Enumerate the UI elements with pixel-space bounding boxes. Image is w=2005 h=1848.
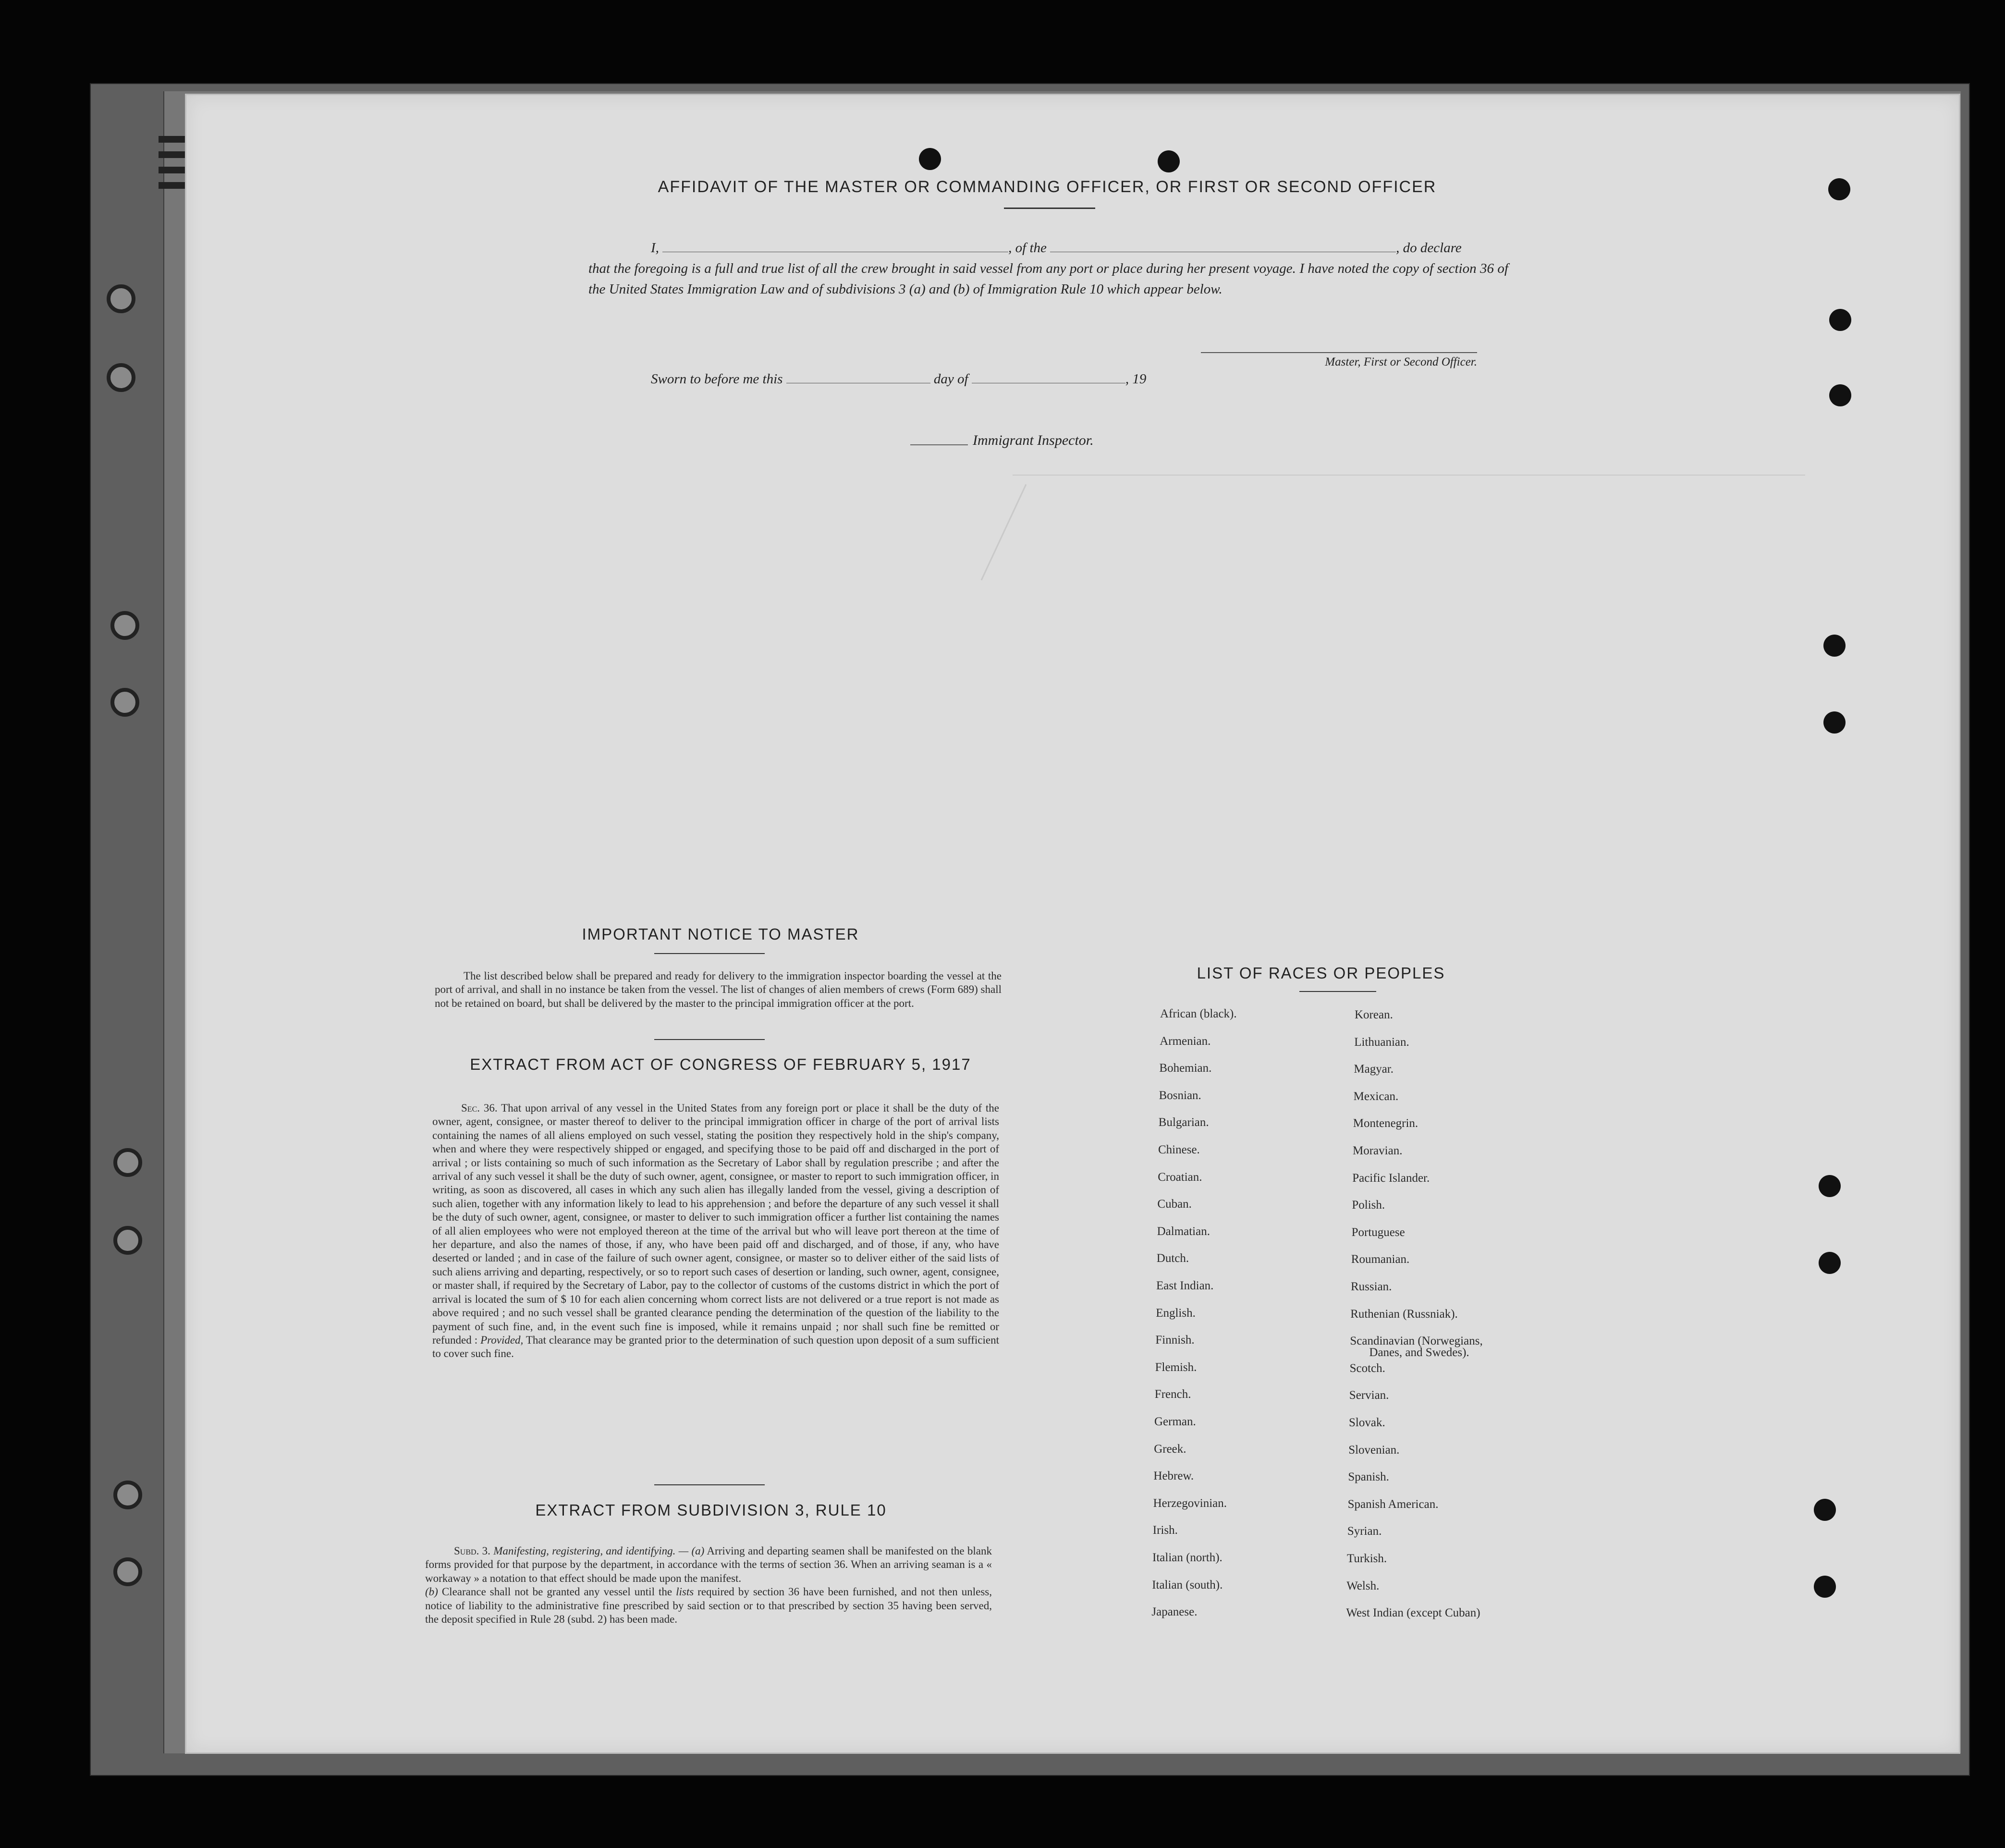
affidavit-title: AFFIDAVIT OF THE MASTER OR COMMANDING OFFICER, OR FIRST OR SECOND OFFICER: [658, 178, 1437, 196]
race-item: Spanish American.: [1347, 1497, 1439, 1511]
notice-title: IMPORTANT NOTICE TO MASTER: [582, 925, 859, 943]
vessel-blank[interactable]: [1050, 241, 1396, 252]
notice-rule: [654, 953, 765, 954]
punch-hole: [1814, 1576, 1836, 1598]
race-item: Japanese.: [1151, 1605, 1198, 1619]
race-item: Bulgarian.: [1158, 1116, 1209, 1129]
punch-hole: [1829, 309, 1851, 331]
punch-hole: [1828, 178, 1850, 200]
notice-end-rule: [654, 1039, 765, 1040]
race-item: Dalmatian.: [1157, 1224, 1210, 1238]
race-item: Scotch.: [1349, 1361, 1385, 1375]
race-item: Syrian.: [1347, 1525, 1382, 1538]
sworn-day-of: day of: [933, 371, 968, 387]
race-item: Roumanian.: [1351, 1253, 1410, 1266]
race-item: Croatian.: [1158, 1170, 1202, 1184]
race-item: Lithuanian.: [1354, 1035, 1409, 1049]
act-section-body: That upon arrival of any vessel in the United States from any foreign port or place it shall be the duty of the owner, agent, consignee, or master thereof to deliver to the principal immigration officer in charge of the port of arrival lists containing the names of all aliens employed on such vessel, stating the position they respectively hold in the ship's company, when and where they were respectively shipped or engaged, and specifying those to be paid off and discharged in the port of arrival ; or lists containing so much of such information as the Secretary of Labor shall by regulation prescribe ; and after the arrival of any such vessel it shall be the duty of such owner, agent, consignee, or master to report to such immigration officer, in writing, as soon as discovered, all cases in which any such alien has illegally landed from the vessel, giving a description of such alien, together with any information likely to lead to his apprehension ; and before the departure of any such vessel it shall be the duty of such owner, agent, consignee, or master to deliver to such immigration officer a further list containing the names of all alien employees who were not employed thereon at the time of the arrival but who will leave port thereon at the time of her departure, and also the names of those, if any, who have been paid off and discharged, and of those, if any, who have deserted or landed ; and in case of the failure of such owner agent, consignee, or master so to deliver either of the said lists of such aliens arriving and departing, respectively, or so to report such cases of desertion or landing, such owner, agent, consignee, or master shall, if required by the Secretary of Labor, pay to the collector of customs of the customs district in which the port of arrival is located the sum of $ 10 for each alien concerning whom correct lists are not delivered or a true report is not made as above required ; and no such vessel shall be granted clearance pending the determination of the question of the liability to the payment of such fine, and, in the event such fine is imposed, while it remains unpaid ; nor shall such fine be remitted or refunded :: [432, 1102, 999, 1346]
binder-hole: [113, 1481, 142, 1509]
race-item: African (black).: [1160, 1007, 1237, 1020]
race-item: Hebrew.: [1153, 1469, 1194, 1483]
race-item: Montenegrin.: [1353, 1117, 1418, 1130]
race-item: Moravian.: [1353, 1144, 1403, 1157]
race-item: Italian (south).: [1152, 1578, 1223, 1591]
rule-text-a: Arriving and departing seamen shall be manifested on the blank forms provided for that purpose by the department, in accordance with the terms of section 36. When an arriving seaman is a « workaway » a notation to that effect should be made upon the manifest.: [425, 1545, 992, 1584]
punch-hole: [1829, 384, 1851, 406]
act-end-rule: [654, 1484, 765, 1485]
notice-text: The list described below shall be prepared and ready for delivery to the immigration inspector boarding the vessel at the port of arrival, and shall in no instance be taken from the vessel. The list of changes of alien members of crews (Form 689) shall not be retained on board, but shall be delivered by the master to the principal immigration officer at the port.: [435, 970, 1002, 1009]
race-item: Mexican.: [1353, 1089, 1399, 1103]
rule-text: [425, 1544, 992, 1626]
punch-hole: [1814, 1499, 1836, 1521]
race-item: Korean.: [1355, 1008, 1393, 1021]
races-rule: [1299, 991, 1376, 992]
declaration-text: that the foregoing is a full and true list of all the crew brought in said vessel from any port or place during her present voyage. I have noted the copy of section 36 of the United States Immigration Law and of subdivisions 3 (a) and (b) of Immigration Rule 10 which appear below.: [588, 261, 1508, 297]
affidavit-body: [588, 238, 1508, 300]
binder-hole: [107, 363, 135, 392]
act-proviso: Provided,: [480, 1334, 524, 1346]
race-item: Slovak.: [1349, 1416, 1385, 1429]
punch-hole: [1823, 711, 1846, 734]
binder-hole: [110, 688, 139, 717]
bleed-through-line: [981, 484, 1027, 581]
race-item: Bosnian.: [1159, 1089, 1201, 1102]
races-title: LIST OF RACES OR PEOPLES: [1197, 964, 1445, 982]
race-item: Pacific Islander.: [1352, 1171, 1430, 1185]
act-text: [432, 1101, 999, 1361]
race-item: English.: [1156, 1306, 1196, 1320]
month-blank[interactable]: [972, 372, 1125, 383]
punch-hole: [919, 148, 941, 170]
race-item: Irish.: [1152, 1524, 1178, 1537]
document-page: [185, 94, 1960, 1754]
rule-text-b1: Clearance shall not be granted any vessel until the: [438, 1586, 676, 1598]
rule-lead: Subd. 3.: [454, 1545, 490, 1557]
act-section-tail: That clearance may be granted prior to the determination of such question upon deposit of a sum sufficient to cover such fine.: [432, 1334, 999, 1360]
act-section-lead: Sec. 36.: [461, 1102, 498, 1114]
race-item: Slovenian.: [1348, 1443, 1400, 1456]
race-item: Greek.: [1154, 1442, 1186, 1456]
act-title: EXTRACT FROM ACT OF CONGRESS OF FEBRUARY 5, 1917: [470, 1055, 971, 1073]
race-item: French.: [1154, 1388, 1191, 1401]
rule-b-label: (b): [425, 1586, 438, 1598]
race-item: Portuguese: [1351, 1225, 1405, 1239]
binder-hole: [110, 611, 139, 640]
name-blank[interactable]: [662, 241, 1008, 252]
race-item: Dutch.: [1156, 1252, 1189, 1265]
race-item: Chinese.: [1158, 1143, 1200, 1156]
binder-hole: [113, 1148, 142, 1177]
declaration-line: [588, 238, 1508, 258]
sworn-year: , 19: [1125, 371, 1147, 387]
race-item: Magyar.: [1354, 1063, 1394, 1076]
title-rule: [1004, 208, 1095, 209]
race-item: Welsh.: [1346, 1579, 1380, 1592]
inspector-label: Immigrant Inspector.: [973, 432, 1094, 448]
race-item: Servian.: [1349, 1389, 1389, 1402]
signature-line[interactable]: [1201, 352, 1477, 353]
rule-lists: lists: [676, 1586, 694, 1598]
race-item: Italian (north).: [1152, 1551, 1223, 1564]
bleed-through-line: [1013, 475, 1805, 476]
race-item: Bohemian.: [1159, 1062, 1212, 1075]
rule-text-b2: required by section 36 have been furnished, and not then unless, notice of liability to the administrative fine prescribed by said section or to that prescribed by section 35 having been served, the deposit specified in Rule 28 (subd. 2) has been made.: [425, 1586, 992, 1626]
race-item: Armenian.: [1160, 1034, 1211, 1048]
race-item: Ruthenian (Russniak).: [1350, 1307, 1458, 1321]
declaration-i: I,: [651, 240, 659, 256]
race-item: Scandinavian (Norwegians,: [1350, 1334, 1483, 1348]
race-item: Flemish.: [1155, 1360, 1197, 1374]
race-item: East Indian.: [1156, 1279, 1214, 1292]
punch-hole: [1158, 150, 1180, 172]
binder-hole: [113, 1226, 142, 1255]
rule-heading: Manifesting, registering, and identifying. — (a): [490, 1545, 705, 1557]
punch-hole: [1819, 1175, 1841, 1197]
sworn-text: Sworn to before me this: [651, 371, 783, 387]
race-item-continued: Danes, and Swedes).: [1369, 1346, 1469, 1359]
rule-title: EXTRACT FROM SUBDIVISION 3, RULE 10: [535, 1501, 887, 1519]
inspector-signature-line[interactable]: [910, 444, 968, 445]
punch-hole: [1819, 1252, 1841, 1274]
race-item: West Indian (except Cuban): [1346, 1606, 1480, 1620]
race-item: Cuban.: [1157, 1198, 1192, 1211]
binder-hole: [107, 284, 135, 313]
race-item: Finnish.: [1155, 1334, 1195, 1347]
sworn-line: [651, 371, 1146, 387]
race-item: Herzegovinian.: [1153, 1496, 1227, 1510]
race-item: Polish.: [1352, 1199, 1385, 1212]
declaration-of-the: , of the: [1008, 240, 1047, 256]
declaration-do-declare: , do declare: [1396, 240, 1462, 256]
signature-label: Master, First or Second Officer.: [1325, 355, 1477, 368]
day-blank[interactable]: [786, 372, 930, 383]
race-item: German.: [1154, 1415, 1196, 1428]
race-item: Turkish.: [1347, 1552, 1387, 1565]
punch-hole: [1823, 635, 1846, 657]
race-item: Russian.: [1351, 1280, 1392, 1293]
race-item: Spanish.: [1348, 1470, 1389, 1484]
binder-hole: [113, 1557, 142, 1586]
